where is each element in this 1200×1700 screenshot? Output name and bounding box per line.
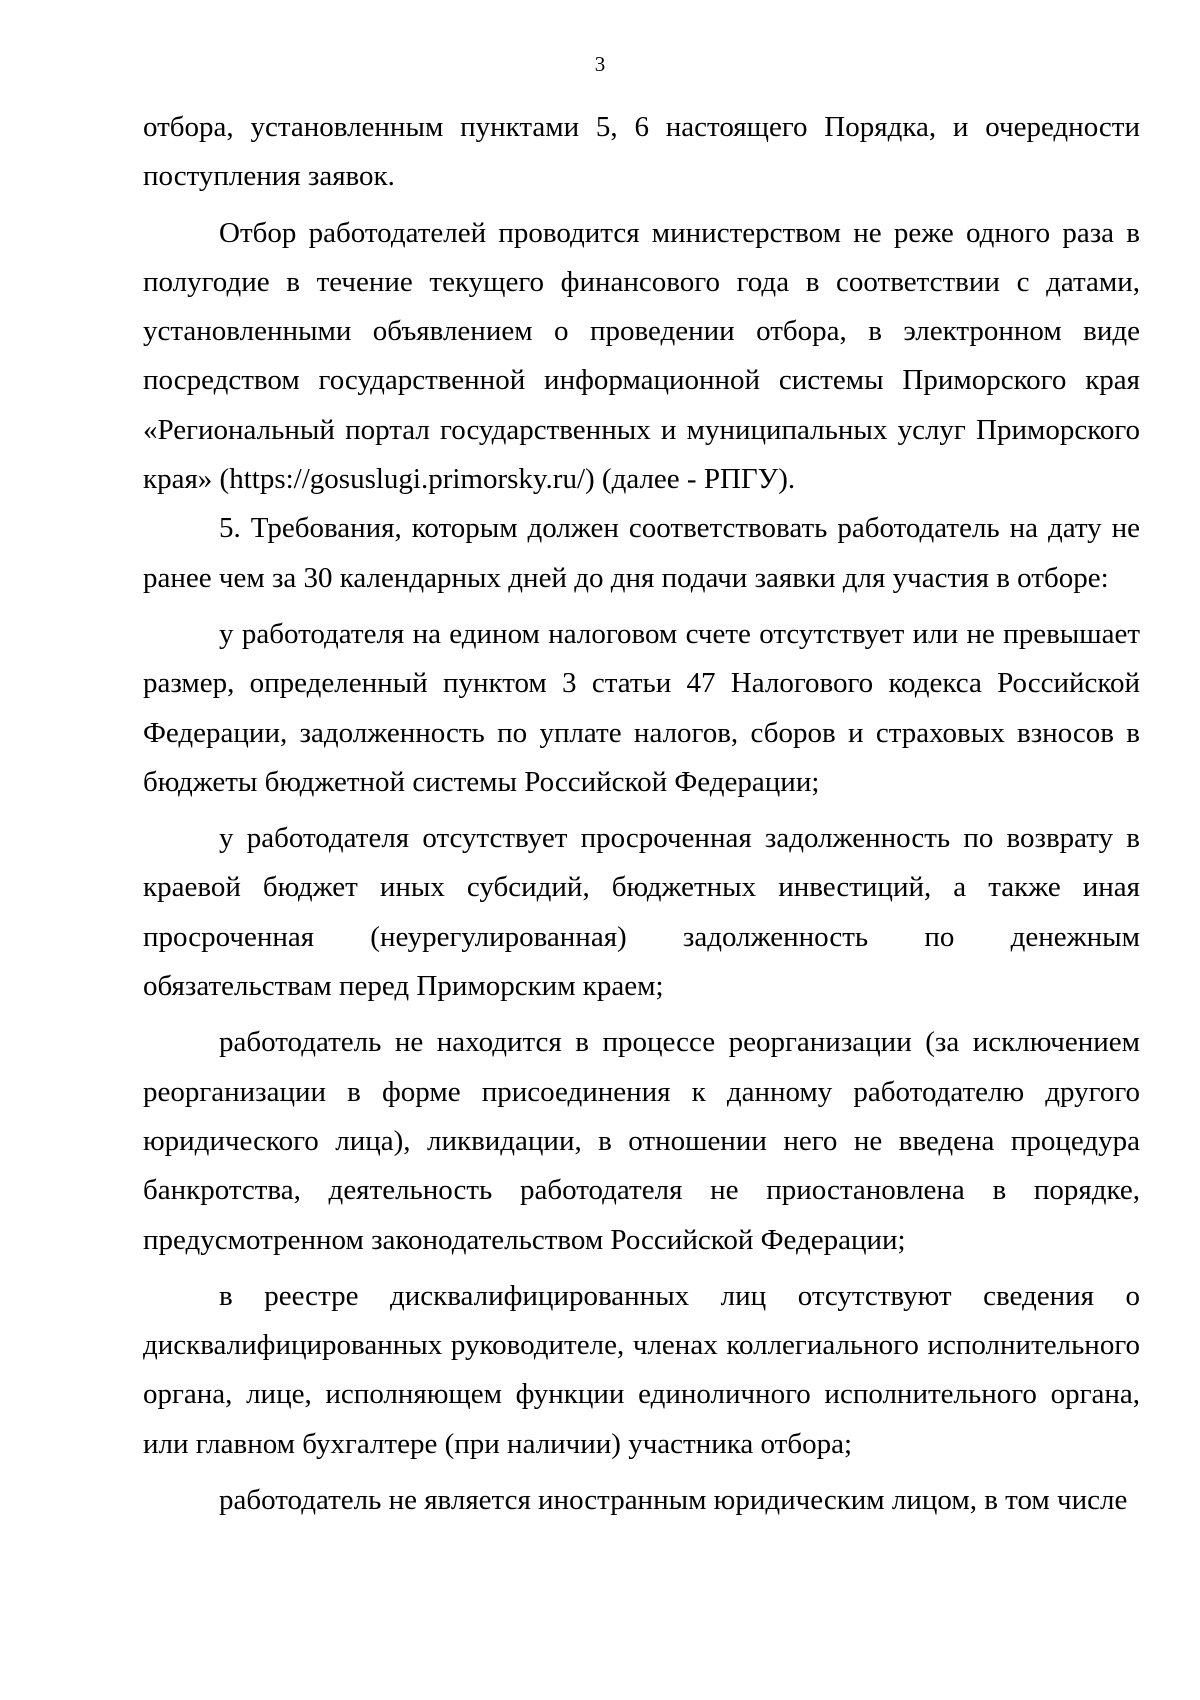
paragraph-selection-schedule: Отбор работодателей проводится министерством не реже одного раза в полугодие в течение текущего финансового года в соответствии с датами, установленными объявлением о проведении отбора, в электронном виде посредством государственной информационной системы Приморского края «Региональный портал государственных и муниципальных услуг Приморского края» (https://gosuslugi.primorsky.ru/) (далее - РПГУ).	[143, 216, 1140, 496]
paragraph-requirements-heading: 5. Требования, которым должен соответствовать работодатель на дату не ранее чем за 30 календарных дней до дня подачи заявки для участия в отборе:	[143, 512, 1140, 594]
paragraph-foreign-entity: работодатель не является иностранным юридическим лицом, в том числе	[219, 1484, 1128, 1517]
paragraph-overdue-debt: у работодателя отсутствует просроченная задолженность по возврату в краевой бюджет иных субсидий, бюджетных инвестиций, а также иная просроченная (неурегулированная) задолженность по денежным обязательствам перед Приморским краем;	[143, 822, 1140, 1003]
page-number: 3	[594, 52, 606, 76]
paragraph-tax-debt: у работодателя на едином налоговом счете отсутствует или не превышает размер, определенный пунктом 3 статьи 47 Налогового кодекса Российской Федерации, задолженность по уплате налогов, сборов и страховых взносов в бюджеты бюджетной системы Российской Федерации;	[143, 617, 1140, 798]
paragraph-reorganization: работодатель не находится в процессе реорганизации (за исключением реорганизации в форме присоединения к данному работодателю другого юридического лица), ликвидации, в отношении него не введена процедура банкротства, деятельность работодателя не приостановлена в порядке, предусмотренном законодательством Российской Федерации;	[143, 1026, 1140, 1256]
paragraph-disqualified-persons: в реестре дисквалифицированных лиц отсутствуют сведения о дисквалифицированных руководителе, членах коллегиального исполнительного органа, лице, исполняющем функции единоличного исполнительного органа, или главном бухгалтере (при наличии) участника отбора;	[143, 1279, 1140, 1460]
document-body	[143, 103, 1140, 1525]
paragraph-continuation: отбора, установленным пунктами 5, 6 настоящего Порядка, и очередности поступления заявок.	[143, 111, 1140, 193]
